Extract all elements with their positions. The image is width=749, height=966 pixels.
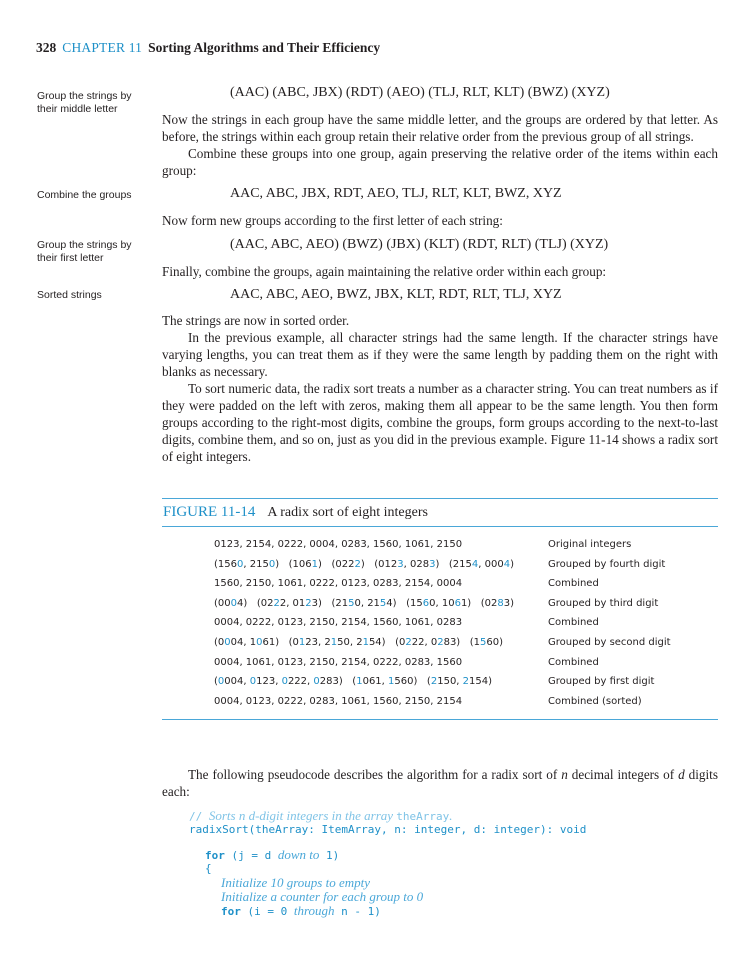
value-text: 60) (486, 637, 504, 648)
value-text: 061, (362, 676, 389, 688)
figure-row (214, 557, 734, 573)
code-signature: radixSort(theArray: ItemArray, n: integer, d: integer): void (189, 823, 587, 836)
figure-row-description: Original integers (548, 539, 632, 550)
value-text: 0, 10 (429, 597, 455, 609)
highlighted-digit: 1 (298, 637, 306, 648)
code-italic: down to (277, 847, 320, 862)
highlighted-digit: 6 (454, 597, 461, 609)
chapter-label: CHAPTER 11 (62, 40, 143, 55)
value-text: ) (215 (435, 558, 472, 570)
code-text: 1) (319, 849, 340, 862)
text-block-5 (162, 766, 718, 800)
highlighted-digit: 2 (405, 637, 412, 648)
figure-row-description: Combined (548, 617, 599, 629)
figure-label: FIGURE 11-14 (163, 504, 256, 520)
highlighted-digit: 0 (230, 597, 238, 609)
code-brace: { (205, 862, 212, 875)
paragraph: To sort numeric data, the radix sort treats a number as a character string. You can treat numbers as if they were padded on the left with zeros, making them all appear to be the same length. You then form groups according to the right-most digits, combine the groups, form groups according to the next-to-last digits, combine them, and so on, just as you did in the previous example. Figure 11-14 shows a radix sort of eight integers. (162, 381, 718, 464)
highlighted-digit: 2 (430, 676, 438, 688)
paragraph: The strings are now in sorted order. (162, 313, 350, 328)
value-text: 04, 1 (230, 637, 257, 648)
figure-row-description: Grouped by second digit (548, 637, 671, 648)
figure-row (214, 537, 734, 553)
paragraph: In the previous example, all character strings had the same length. If the character strings have varying lengths, you can treat them as if they were the same length by padding them on the right with blanks as necessary. (162, 330, 718, 379)
value-text: (0 (214, 637, 225, 648)
paragraph: Finally, combine the groups, again maintaining the relative order within each group: (162, 264, 607, 279)
math-d: d (678, 767, 685, 782)
value-text: 23, 2 (305, 637, 331, 648)
highlighted-digit: 1 (362, 637, 369, 648)
display-combined: AAC, ABC, JBX, RDT, AEO, TLJ, RLT, KLT, BWZ, XYZ (230, 186, 562, 201)
value-text: 3) (21 (311, 597, 349, 609)
value-text: 560) ( (394, 676, 431, 688)
code-comment (189, 808, 453, 824)
display-first-groups: (AAC, ABC, AEO) (BWZ) (JBX) (KLT) (RDT, RLT) (TLJ) (XYZ) (230, 237, 609, 252)
highlighted-digit: 1 (356, 676, 363, 688)
figure-row-description: Grouped by fourth digit (548, 558, 666, 570)
figure-row-values (214, 694, 462, 710)
paragraph-text: decimal integers of (567, 767, 679, 782)
comment-array: theArray (396, 810, 450, 823)
highlighted-digit: 5 (480, 637, 487, 648)
paragraph (162, 766, 718, 800)
value-text: ) (022 (318, 558, 355, 570)
value-text: ) (106 (275, 558, 312, 570)
figure-row-values (214, 576, 462, 592)
figure-row-values (214, 655, 462, 671)
highlighted-digit: 2 (437, 637, 444, 648)
highlighted-digit: 2 (354, 558, 361, 570)
value-text: 283) ( (319, 676, 357, 688)
value-text: 0123, 2154, 0222, 0004, 0283, 1560, 1061, 2150 (214, 539, 463, 550)
figure-top-rule (162, 498, 718, 499)
text-block-1 (162, 111, 718, 179)
figure-row-values (214, 615, 462, 631)
paragraph: Now form new groups according to the first letter of each string: (162, 213, 503, 228)
value-text: 83) (1 (443, 637, 481, 648)
highlighted-digit: 0 (281, 676, 288, 688)
value-text: 4) (02 (237, 597, 274, 609)
value-text: , 028 (403, 558, 430, 570)
figure-caption-rule (162, 526, 718, 527)
figure-row (214, 694, 734, 710)
running-header (36, 40, 380, 56)
highlighted-digit: 0 (256, 637, 263, 648)
figure-row (214, 596, 734, 612)
value-text: 22, 0 (411, 637, 438, 648)
math-n: n (561, 767, 568, 782)
paragraph-text: digits each: (162, 767, 718, 799)
value-text: 222, (287, 676, 314, 688)
figure-caption-text: A radix sort of eight integers (267, 505, 428, 520)
value-text: 4) (15 (386, 597, 423, 609)
value-text: 50, 2 (337, 637, 363, 648)
code-text: (j = d (224, 849, 278, 862)
figure-bottom-rule (162, 719, 718, 720)
highlighted-digit: 0 (249, 676, 257, 688)
highlighted-digit: 1 (330, 637, 338, 648)
value-text: ) (510, 558, 515, 570)
figure-row-values (214, 635, 503, 651)
value-text: 1560, 2150, 1061, 0222, 0123, 0283, 2154, 0004 (214, 578, 463, 590)
value-text: 150, (437, 676, 463, 688)
highlighted-digit: 3 (429, 558, 436, 570)
paragraph: Combine these groups into one group, again preserving the relative order of the items within each group: (162, 146, 718, 178)
highlighted-digit: 5 (379, 597, 387, 609)
value-text: 3) (503, 597, 515, 609)
display-sorted: AAC, ABC, AEO, BWZ, JBX, KLT, RDT, RLT, TLJ, XYZ (230, 287, 562, 302)
value-text: 54) (0 (368, 637, 406, 648)
text-block-2 (162, 212, 718, 229)
highlighted-digit: 8 (497, 597, 504, 609)
figure-row (214, 576, 734, 592)
highlighted-digit: 2 (273, 597, 280, 609)
value-text: 61) (0 (262, 637, 299, 648)
figure-row (214, 615, 734, 631)
display-middle-groups: (AAC) (ABC, JBX) (RDT) (AEO) (TLJ, RLT, KLT) (BWZ) (XYZ) (230, 85, 610, 100)
code-text: (i = 0 (240, 905, 294, 918)
margin-note-sorted: Sorted strings (37, 289, 102, 301)
figure-row-description: Combined (sorted) (548, 695, 642, 707)
figure-row-description: Combined (548, 578, 599, 590)
figure-row (214, 655, 734, 671)
value-text: 123, (256, 676, 282, 688)
keyword-for: for (221, 905, 241, 918)
figure-row-description: Grouped by third digit (548, 597, 659, 609)
code-text: n - 1) (334, 905, 381, 918)
value-text: 1) (02 (460, 597, 498, 609)
value-text: 0004, 1061, 0123, 2150, 2154, 0222, 0283, 1560 (214, 656, 463, 668)
highlighted-digit: 4 (471, 558, 479, 570)
figure-row (214, 635, 734, 651)
text-block-3 (162, 263, 718, 280)
value-text: 154) (469, 676, 493, 688)
keyword-for: for (205, 849, 225, 862)
figure-caption (163, 504, 428, 521)
code-for-inner (221, 903, 381, 919)
highlighted-digit: 1 (388, 676, 395, 688)
comment-slashes: // (189, 810, 209, 823)
value-text: 004, (224, 676, 250, 688)
value-text: 0, 21 (354, 597, 380, 609)
value-text: ( (214, 676, 218, 688)
comment-dot: . (449, 808, 453, 823)
value-text: 0004, 0123, 0222, 0283, 1061, 1560, 2150, 2154 (214, 695, 463, 707)
highlighted-digit: 3 (397, 558, 404, 570)
code-italic: through (293, 903, 335, 918)
highlighted-digit: 4 (503, 558, 511, 570)
highlighted-digit: 1 (311, 558, 319, 570)
highlighted-digit: 6 (422, 597, 430, 609)
figure-row-description: Combined (548, 656, 599, 668)
value-text: 2, 01 (279, 597, 306, 609)
code-italic: Initialize a counter for each group to 0 (221, 889, 424, 904)
highlighted-digit: 2 (305, 597, 312, 609)
paragraph-text: The following pseudocode describes the algorithm for a radix sort of (188, 767, 562, 782)
value-text: (156 (214, 558, 237, 570)
chapter-title: Sorting Algorithms and Their Efficiency (148, 40, 381, 55)
highlighted-digit: 0 (237, 558, 244, 570)
code-for-outer (205, 847, 339, 863)
figure-row-values (214, 557, 514, 573)
highlighted-digit: 0 (268, 558, 276, 570)
highlighted-digit: 2 (462, 676, 470, 688)
page-number: 328 (36, 40, 57, 55)
figure-row-values (214, 674, 492, 690)
figure-row-description: Grouped by first digit (548, 676, 655, 688)
highlighted-digit: 0 (217, 676, 225, 688)
text-block-4 (162, 312, 718, 465)
value-text: ) (012 (360, 558, 398, 570)
value-text: (00 (214, 597, 231, 609)
highlighted-digit: 0 (313, 676, 320, 688)
value-text: , 000 (478, 558, 504, 570)
comment-text: Sorts n d-digit integers in the array (208, 808, 397, 823)
highlighted-digit: 0 (224, 637, 231, 648)
code-italic: Initialize 10 groups to empty (221, 875, 371, 890)
figure-row-values (214, 596, 514, 612)
value-text: 0004, 0222, 0123, 2150, 2154, 1560, 1061, 0283 (214, 617, 463, 629)
margin-note-combine: Combine the groups (37, 189, 132, 201)
margin-note-middle: Group the strings by their middle letter (37, 90, 132, 115)
figure-row (214, 674, 734, 690)
value-text: , 215 (243, 558, 269, 570)
paragraph: Now the strings in each group have the same middle letter, and the groups are ordered by that letter. As before, the strings within each group retain their relative order from the previous group of all strings. (162, 112, 718, 144)
highlighted-digit: 5 (348, 597, 355, 609)
margin-note-first: Group the strings by their first letter (37, 239, 132, 264)
figure-row-values (214, 537, 462, 553)
